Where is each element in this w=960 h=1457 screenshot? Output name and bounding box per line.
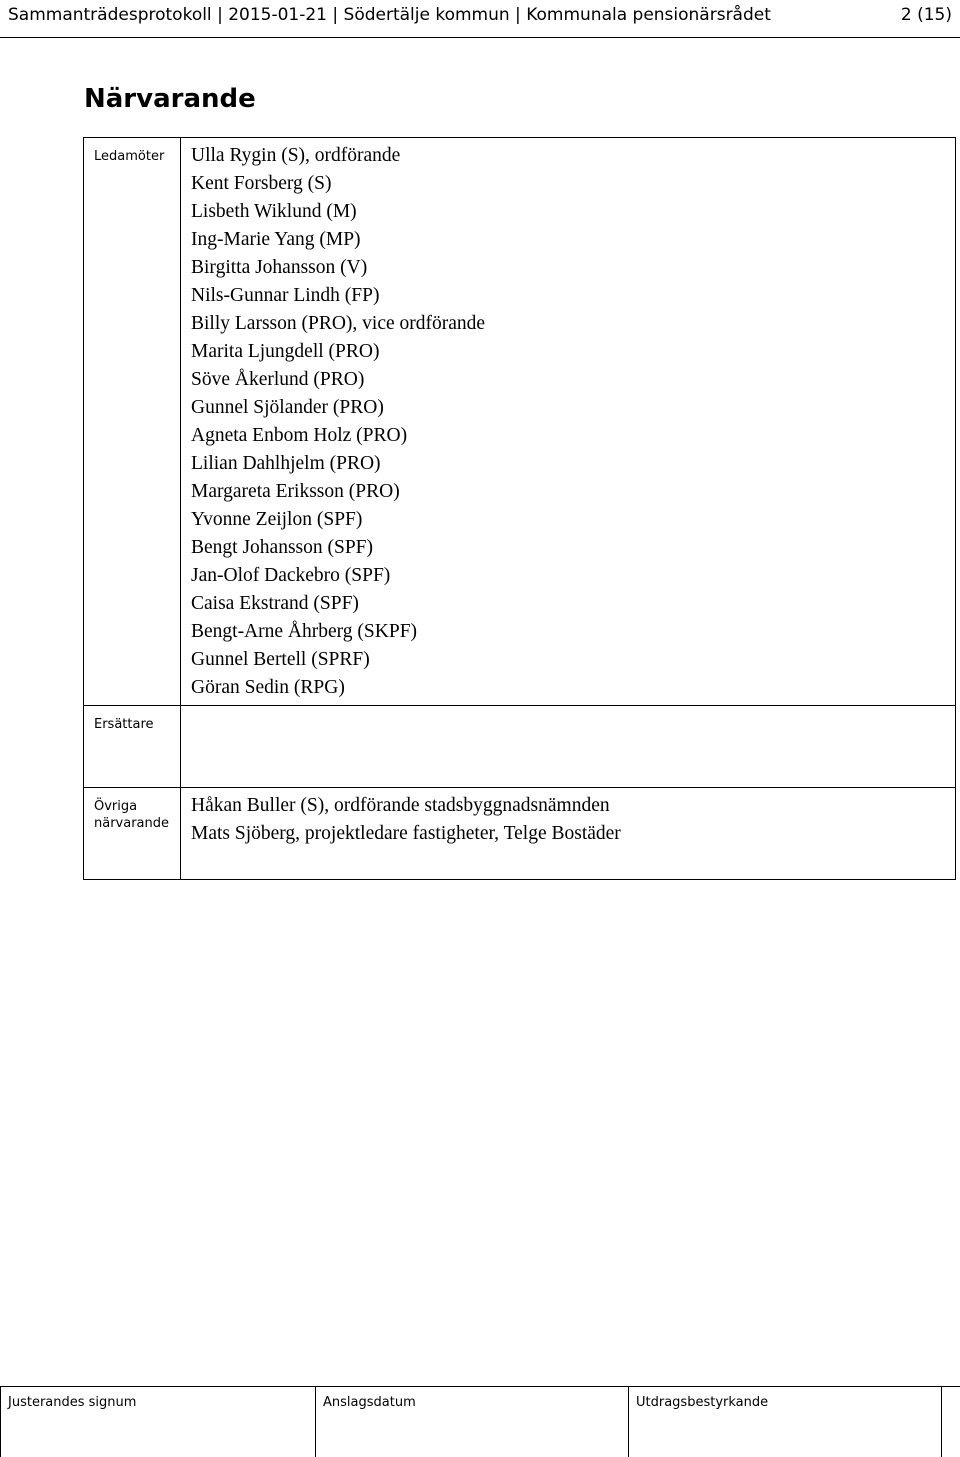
others-label-line2: närvarande: [94, 816, 170, 831]
section-heading: Närvarande: [84, 84, 256, 114]
member-name: Yvonne Zeijlon (SPF): [191, 509, 363, 530]
member-name: Bengt-Arne Åhrberg (SKPF): [191, 621, 418, 642]
member-name: Billy Larsson (PRO), vice ordförande: [191, 313, 486, 334]
member-name: Birgitta Johansson (V): [191, 257, 368, 278]
others-row: [84, 788, 956, 880]
member-name: Lisbeth Wiklund (M): [191, 201, 357, 222]
page-number: 2 (15): [900, 5, 952, 25]
member-name: Göran Sedin (RPG): [191, 677, 345, 698]
footer-signature-cell: [0, 1387, 315, 1457]
substitutes-label-cell: [84, 706, 181, 788]
member-name: Jan-Olof Dackebro (SPF): [191, 565, 391, 586]
member-name: Agneta Enbom Holz (PRO): [191, 425, 408, 446]
attendance-table: [83, 137, 956, 880]
member-name: Ing-Marie Yang (MP): [191, 229, 361, 250]
member-name: Gunnel Sjölander (PRO): [191, 397, 384, 418]
member-name: Söve Åkerlund (PRO): [191, 369, 365, 390]
document-title: Sammanträdesprotokoll | 2015-01-21 | Södertälje kommun | Kommunala pensionärsrådet: [8, 5, 771, 25]
others-list: [181, 788, 955, 848]
member-name: Gunnel Bertell (SPRF): [191, 649, 370, 670]
other-attendee-name: Håkan Buller (S), ordförande stadsbyggnadsnämnden: [191, 795, 610, 816]
members-names-cell: [181, 138, 956, 706]
page-header: [8, 4, 952, 28]
member-name: Marita Ljungdell (PRO): [191, 341, 380, 362]
others-names-cell: [181, 788, 956, 880]
substitutes-label: Ersättare: [94, 717, 154, 732]
members-label-cell: [84, 138, 181, 706]
footer-posting-date-cell: [315, 1387, 628, 1457]
member-name: Margareta Eriksson (PRO): [191, 481, 400, 502]
substitutes-list: [181, 706, 955, 710]
members-label: Ledamöter: [94, 149, 165, 164]
member-name: Ulla Rygin (S), ordförande: [191, 145, 401, 166]
substitutes-row: [84, 706, 956, 788]
members-list: [181, 138, 955, 702]
others-label-cell: [84, 788, 181, 880]
substitutes-names-cell: [181, 706, 956, 788]
header-divider: [0, 37, 960, 38]
signature-footer: [0, 1386, 960, 1457]
member-name: Caisa Ekstrand (SPF): [191, 593, 359, 614]
members-row: [84, 138, 956, 706]
posting-date-label: Anslagsdatum: [323, 1395, 416, 1410]
footer-certification-cell: [628, 1387, 942, 1457]
footer-end-cell: [941, 1387, 960, 1457]
certification-label: Utdragsbestyrkande: [636, 1395, 769, 1410]
other-attendee-name: Mats Sjöberg, projektledare fastigheter, Telge Bostäder: [191, 823, 621, 844]
member-name: Kent Forsberg (S): [191, 173, 332, 194]
member-name: Lilian Dahlhjelm (PRO): [191, 453, 381, 474]
signature-label: Justerandes signum: [8, 1395, 137, 1410]
others-label: [84, 788, 180, 832]
member-name: Bengt Johansson (SPF): [191, 537, 374, 558]
others-label-line1: Övriga: [94, 799, 138, 814]
member-name: Nils-Gunnar Lindh (FP): [191, 285, 380, 306]
